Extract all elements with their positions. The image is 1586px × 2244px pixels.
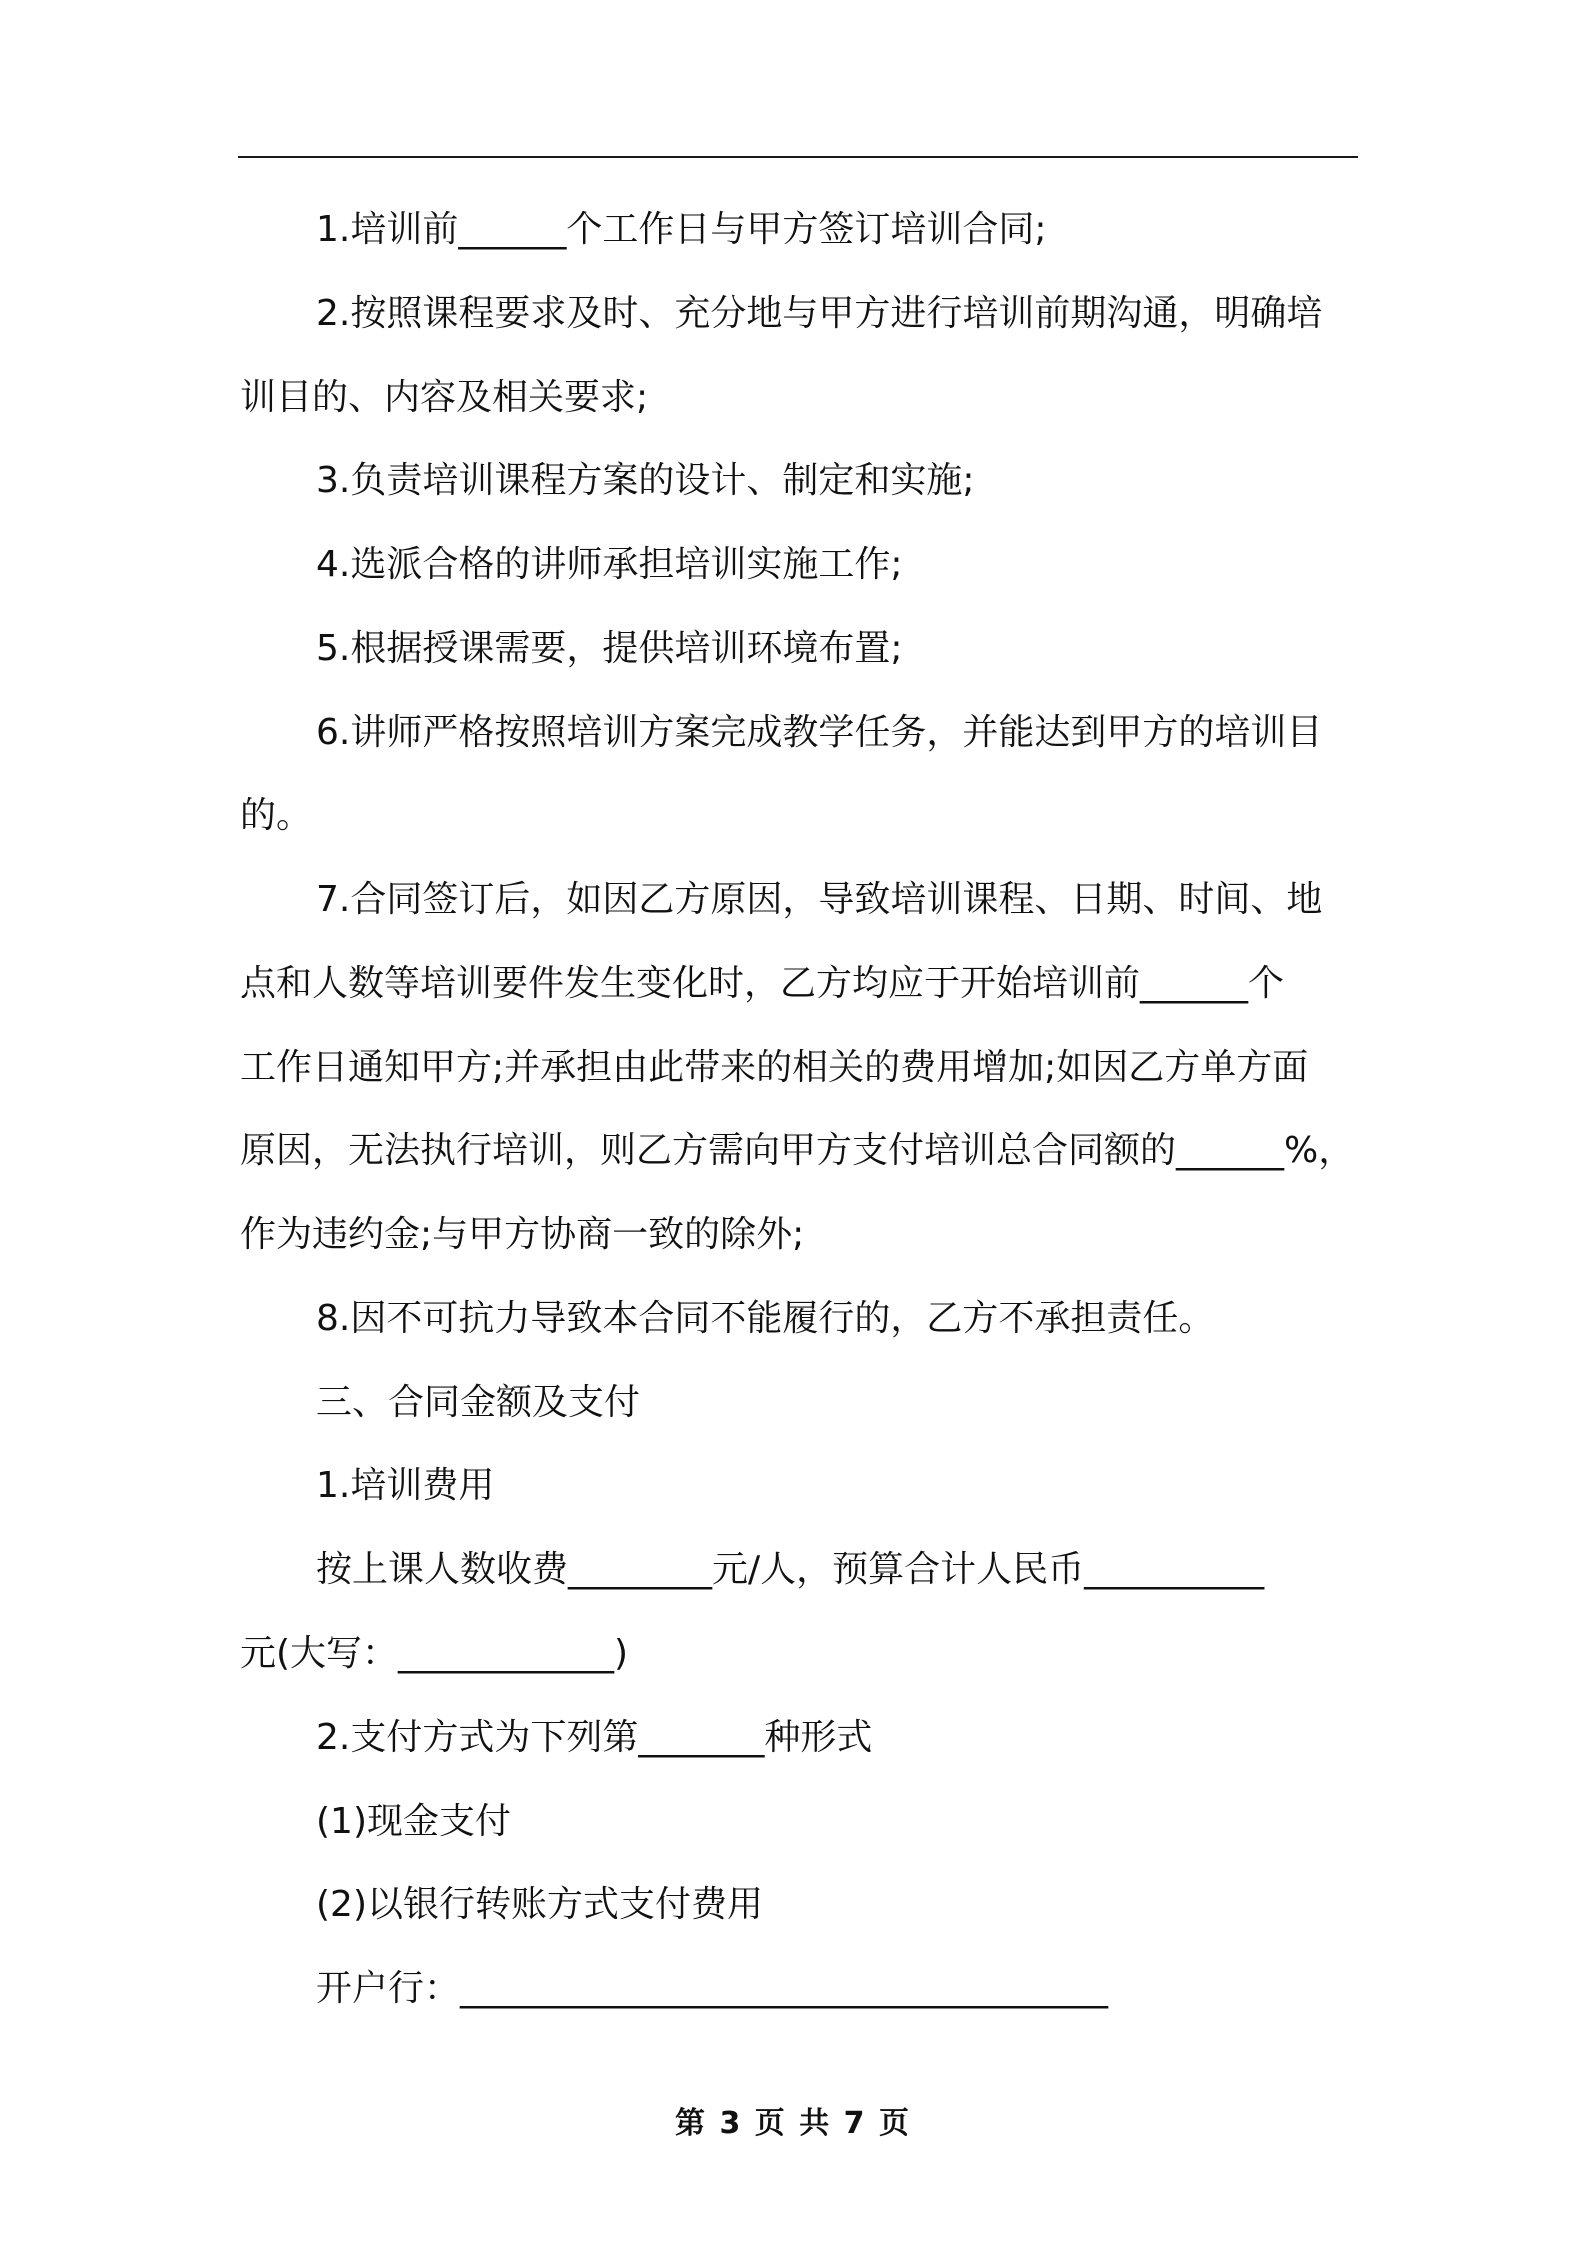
section-3-heading: 三、合同金额及支付 [316, 1382, 641, 1423]
clause-2-line: 2.按照课程要求及时、充分地与甲方进行培训前期沟通，明确培 [316, 293, 1323, 334]
fee-uppercase-line: 元(大写：____________) [240, 1633, 629, 1674]
payment-option-bank: (2)以银行转账方式支付费用 [316, 1884, 763, 1925]
header-rule [238, 156, 1358, 158]
clause-6-line: 6.讲师严格按照培训方案完成教学任务，并能达到甲方的培训目 [316, 712, 1323, 753]
bank-name-line: 开户行：____________________________________ [316, 1968, 1109, 2009]
clause-3-line: 3.负责培训课程方案的设计、制定和实施; [316, 460, 975, 501]
clause-5-line: 5.根据授课需要，提供培训环境布置; [316, 628, 903, 669]
fee-line: 按上课人数收费________元/人，预算合计人民币__________ [316, 1549, 1265, 1590]
clause-7-line: 7.合同签订后，如因乙方原因，导致培训课程、日期、时间、地 [316, 879, 1323, 920]
clause-7-continuation-1: 点和人数等培训要件发生变化时，乙方均应于开始培训前______个 [240, 963, 1285, 1004]
clause-1-line: 1.培训前______个工作日与甲方签订培训合同; [316, 209, 1047, 250]
clause-4-line: 4.选派合格的讲师承担培训实施工作; [316, 544, 903, 585]
clause-7-continuation-2: 工作日通知甲方;并承担由此带来的相关的费用增加;如因乙方单方面 [240, 1047, 1309, 1088]
clause-8-line: 8.因不可抗力导致本合同不能履行的，乙方不承担责任。 [316, 1298, 1215, 1339]
payment-method-line: 2.支付方式为下列第_______种形式 [316, 1717, 873, 1758]
page-indicator: 第 3 页 共 7 页 [675, 2106, 911, 2141]
clause-6-continuation: 的。 [240, 795, 313, 836]
payment-option-cash: (1)现金支付 [316, 1801, 511, 1842]
clause-7-continuation-4: 作为违约金;与甲方协商一致的除外; [240, 1214, 805, 1255]
clause-2-continuation: 训目的、内容及相关要求; [240, 377, 649, 418]
training-fee-heading: 1.培训费用 [316, 1465, 495, 1506]
clause-7-continuation-3: 原因，无法执行培训，则乙方需向甲方支付培训总合同额的______%， [240, 1130, 1355, 1171]
